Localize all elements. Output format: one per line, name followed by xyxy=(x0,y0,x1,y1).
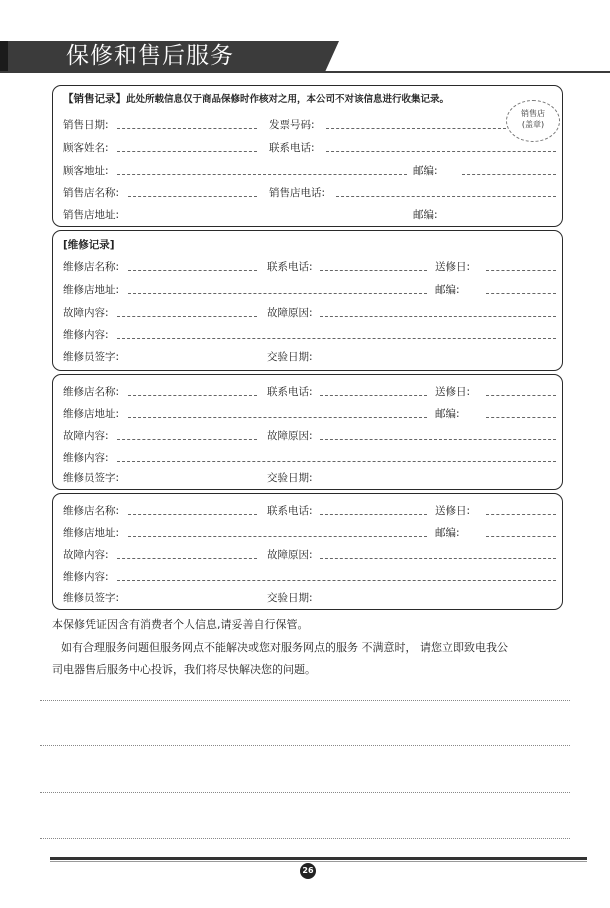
repair2-phone-field[interactable] xyxy=(320,395,427,396)
repair3-fault-label: 故障内容: xyxy=(63,549,109,561)
repair1-cause-field[interactable] xyxy=(320,316,556,317)
customer-zip-label: 邮编: xyxy=(413,165,438,177)
repair3-sent-date-field[interactable] xyxy=(486,514,556,515)
repair1-content-label: 维修内容: xyxy=(63,329,109,341)
repair3-zip-label: 邮编: xyxy=(435,527,460,539)
repair3-zip-field[interactable] xyxy=(486,536,556,537)
sales-header xyxy=(63,91,449,106)
repair3-sent-date-label: 送修日: xyxy=(435,505,471,517)
customer-address-label: 顾客地址: xyxy=(63,165,109,177)
repair3-shop-address-field[interactable] xyxy=(128,536,427,537)
page-number: 26 xyxy=(300,863,316,879)
repair1-fault-field[interactable] xyxy=(117,316,257,317)
repair1-cause-label: 故障原因: xyxy=(267,307,313,319)
repair1-shop-name-label: 维修店名称: xyxy=(63,261,120,273)
repair2-shop-name-label: 维修店名称: xyxy=(63,386,120,398)
repair3-shop-name-label: 维修店名称: xyxy=(63,505,120,517)
repair1-fault-label: 故障内容: xyxy=(63,307,109,319)
complaint-note-line-2: 司电器售后服务中心投诉，我们将尽快解决您的问题。 xyxy=(52,663,316,676)
store-name-label: 销售店名称: xyxy=(63,187,120,199)
store-zip-label: 邮编: xyxy=(413,209,438,221)
sales-date-label: 销售日期: xyxy=(63,119,109,131)
repair1-sent-date-label: 送修日: xyxy=(435,261,471,273)
repair2-cause-field[interactable] xyxy=(320,439,556,440)
repair2-signature-label: 维修员签字: xyxy=(63,472,120,484)
sales-record-box xyxy=(52,85,563,227)
blank-line-1 xyxy=(40,700,570,701)
repair3-shop-address-label: 维修店地址: xyxy=(63,527,120,539)
privacy-note: 本保修凭证因含有消费者个人信息,请妥善自行保管。 xyxy=(52,618,309,631)
customer-address-field[interactable] xyxy=(117,174,407,175)
repair1-phone-field[interactable] xyxy=(320,270,427,271)
sales-heading: 【销售记录】 xyxy=(63,93,126,105)
repair1-shop-name-field[interactable] xyxy=(128,270,257,271)
repair1-check-date-label: 交验日期: xyxy=(267,351,313,363)
store-address-label: 销售店地址: xyxy=(63,209,120,221)
page-title: 保修和售后服务 xyxy=(66,43,234,69)
customer-name-field[interactable] xyxy=(117,151,257,152)
repair3-fault-field[interactable] xyxy=(117,558,257,559)
sales-date-field[interactable] xyxy=(117,128,257,129)
repair3-check-date-label: 交验日期: xyxy=(267,592,313,604)
repair2-zip-field[interactable] xyxy=(486,417,556,418)
repair2-phone-label: 联系电话: xyxy=(267,386,313,398)
repair1-shop-address-label: 维修店地址: xyxy=(63,284,120,296)
repair3-content-field[interactable] xyxy=(117,580,556,581)
complaint-note-line-1: 如有合理服务问题但服务网点不能解决或您对服务网点的服务 不满意时， 请您立即致电我公 xyxy=(61,641,508,654)
blank-line-4 xyxy=(40,838,570,839)
stamp-label: 销售店 xyxy=(521,109,545,118)
repair3-shop-name-field[interactable] xyxy=(128,514,257,515)
footer-rule-thin xyxy=(50,861,587,862)
repair1-zip-label: 邮编: xyxy=(435,284,460,296)
repair2-zip-label: 邮编: xyxy=(435,408,460,420)
header-rule xyxy=(0,71,610,73)
repair3-content-label: 维修内容: xyxy=(63,571,109,583)
repair3-cause-field[interactable] xyxy=(320,558,556,559)
blank-line-3 xyxy=(40,792,570,793)
sales-disclaimer: 此处所载信息仅于商品保修时作核对之用，本公司不对该信息进行收集记录。 xyxy=(126,94,450,105)
repair1-shop-address-field[interactable] xyxy=(128,293,427,294)
invoice-label: 发票号码: xyxy=(269,119,315,131)
store-stamp-area xyxy=(506,100,560,142)
repair1-sent-date-field[interactable] xyxy=(486,270,556,271)
repair2-sent-date-label: 送修日: xyxy=(435,386,471,398)
customer-zip-field[interactable] xyxy=(462,174,556,175)
stamp-sublabel: (盖章) xyxy=(521,120,545,129)
repair3-cause-label: 故障原因: xyxy=(267,549,313,561)
repair1-content-field[interactable] xyxy=(117,338,556,339)
store-phone-field[interactable] xyxy=(336,196,556,197)
repair2-cause-label: 故障原因: xyxy=(267,430,313,442)
repair2-shop-address-label: 维修店地址: xyxy=(63,408,120,420)
repair2-shop-name-field[interactable] xyxy=(128,395,257,396)
repair-heading: [维修记录] xyxy=(63,239,115,251)
customer-name-label: 顾客姓名: xyxy=(63,142,109,154)
repair2-fault-field[interactable] xyxy=(117,439,257,440)
repair3-phone-label: 联系电话: xyxy=(267,505,313,517)
blank-line-2 xyxy=(40,745,570,746)
store-name-field[interactable] xyxy=(128,196,257,197)
repair3-phone-field[interactable] xyxy=(320,514,427,515)
header-accent xyxy=(0,41,8,71)
invoice-field[interactable] xyxy=(326,128,506,129)
store-phone-label: 销售店电话: xyxy=(269,187,326,199)
footer-rule xyxy=(50,857,587,860)
repair2-content-label: 维修内容: xyxy=(63,452,109,464)
repair1-signature-label: 维修员签字: xyxy=(63,351,120,363)
repair2-shop-address-field[interactable] xyxy=(128,417,427,418)
repair2-check-date-label: 交验日期: xyxy=(267,472,313,484)
repair2-content-field[interactable] xyxy=(117,461,556,462)
customer-phone-field[interactable] xyxy=(326,151,556,152)
repair1-phone-label: 联系电话: xyxy=(267,261,313,273)
repair1-zip-field[interactable] xyxy=(486,293,556,294)
repair3-signature-label: 维修员签字: xyxy=(63,592,120,604)
customer-phone-label: 联系电话: xyxy=(269,142,315,154)
repair2-sent-date-field[interactable] xyxy=(486,395,556,396)
repair2-fault-label: 故障内容: xyxy=(63,430,109,442)
